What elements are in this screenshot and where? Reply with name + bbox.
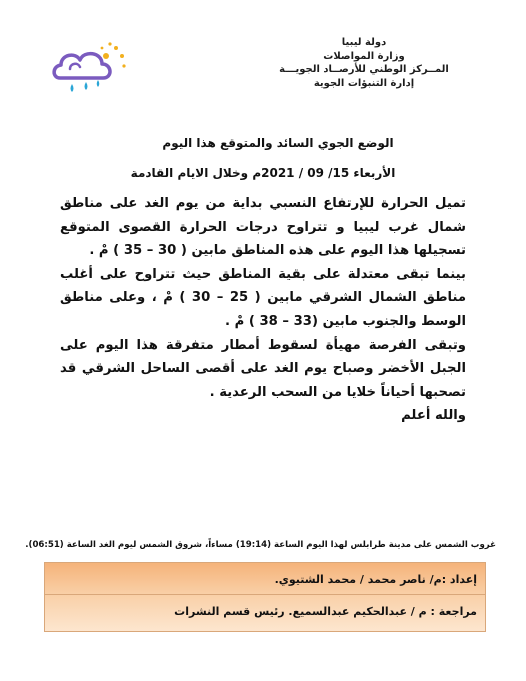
credits-box bbox=[44, 562, 486, 632]
header-line-center: المــركز الوطني للأرصــاد الجويـــة bbox=[279, 64, 449, 75]
bulletin-title: الوضع الجوي السائد والمتوقع هذا اليوم bbox=[162, 136, 394, 150]
org-header bbox=[264, 36, 464, 90]
paragraph-rain: وتبقى الفرصة مهيأة لسقوط أمطار متفرقة هذا اليوم على الجبل الأخضر وصباح يوم الغد على أقصى الساحل الشرقي قد تصحبها أحياناً خلايا من السحب الرعدية . bbox=[60, 337, 466, 400]
closing-line: والله أعلم bbox=[401, 408, 466, 424]
bulletin-date: الأربعاء 15/ 09 / 2021م وخلال الايام القادمة bbox=[130, 166, 396, 180]
credits-divider bbox=[45, 594, 485, 595]
rain-cloud-sun-icon bbox=[50, 40, 130, 96]
paragraph-northwest: تميل الحرارة للإرتفاع النسبي بداية من يوم الغد على مناطق شمال غرب ليبيا و تتراوح درجات الحرارة القصوى المتوقع تسجيلها هذا اليوم على هذه المناطق مابين ( 30 – 35 ) مْ . bbox=[60, 196, 466, 259]
paragraph-other-regions: بينما تبقى معتدلة على بقية المناطق حيث تتراوح على أغلب مناطق الشمال الشرقي مابين ( 25 – 30 ) مْ ، وعلى مناطق الوسط والجنوب مابين (33 – 38 ) مْ . bbox=[60, 266, 466, 329]
prepared-by: إعداد :م/ ناصر محمد / محمد الشتيوي. bbox=[274, 573, 477, 586]
header-line-country: دولة ليبيا bbox=[341, 37, 387, 48]
sun-times-note: غروب الشمس على مدينة طرابلس لهذا اليوم الساعة (19:14) مساءاً، شروق الشمس ليوم الغد الساعة (06:51). bbox=[25, 540, 496, 550]
reviewed-by: مراجعة : م / عبدالحكيم عبدالسميع. رئيس قسم النشرات bbox=[174, 605, 477, 618]
header-line-ministry: وزارة المواصلات bbox=[323, 50, 405, 62]
header-line-department: إدارة التنبؤات الجوية bbox=[313, 77, 415, 89]
bulletin-body bbox=[60, 192, 466, 428]
